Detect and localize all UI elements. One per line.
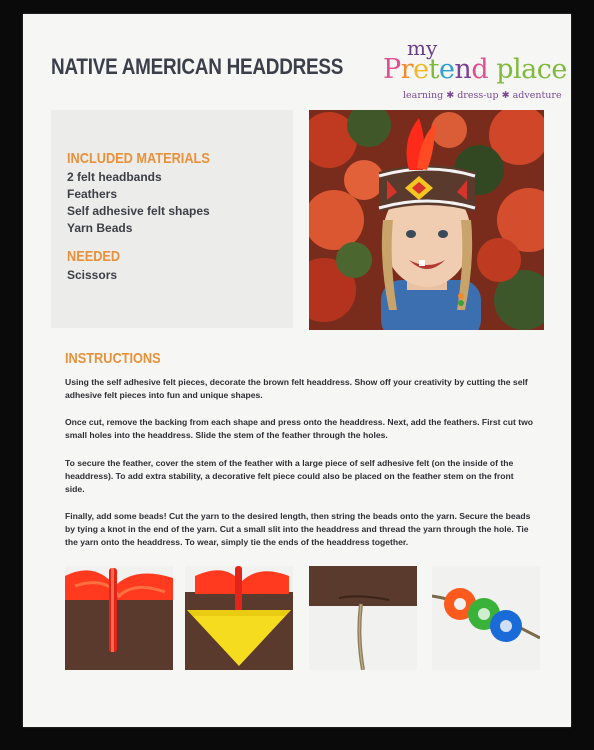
- instruction-paragraph-3: To secure the feather, cover the stem of the feather with a large piece of self adhesive felt (on the inside of the headdress). To add extra stability, a decorative felt piece could also be placed on the feather stem on the front side.: [65, 458, 514, 494]
- logo-letter: e: [438, 54, 455, 85]
- step-photo-feather: [65, 566, 173, 670]
- step-photo-yarn-slit: [309, 566, 417, 670]
- materials-box: [51, 110, 293, 328]
- logo-my: my: [407, 36, 438, 60]
- logo-letter: n: [454, 54, 472, 85]
- brand-logo: [383, 36, 567, 106]
- logo-letter: [488, 54, 496, 85]
- page-title: NATIVE AMERICAN HEADDRESS: [51, 54, 344, 79]
- materials-list: [67, 169, 210, 237]
- logo-tagline: learning ✱ dress-up ✱ adventure: [403, 90, 562, 101]
- material-item: 2 felt headbands: [67, 170, 162, 184]
- instructions-heading: INSTRUCTIONS: [65, 350, 161, 367]
- instruction-paragraph-4: Finally, add some beads! Cut the yarn to the desired length, then string the beads onto the yarn. Secure the beads by tying a knot in the end of the yarn. Cut a small slit into the headdress and thread the yarn through the hole. Tie the yarn onto the headdress. To wear, simply tie the ends of the headdress together.: [65, 511, 531, 547]
- instruction-paragraph-1: Using the self adhesive felt pieces, decorate the brown felt headdress. Show off your creativity by cutting the self adhesive felt pieces into fun and unique shapes.: [65, 377, 528, 400]
- logo-letter: e: [413, 54, 429, 85]
- material-item: Self adhesive felt shapes: [67, 204, 210, 218]
- logo-wordmark: [383, 54, 567, 85]
- logo-letter: P: [383, 54, 401, 85]
- included-materials-heading: INCLUDED MATERIALS: [67, 150, 210, 167]
- instruction-paragraph-2: Once cut, remove the backing from each shape and press onto the headdress. Next, add the feathers. First cut two small holes into the headdress. Slide the stem of the feather through the holes.: [65, 417, 533, 440]
- instruction-sheet: [23, 14, 571, 727]
- step-photo-beads: [432, 566, 540, 670]
- step-photo-triangle: [185, 566, 293, 670]
- logo-letter: place: [496, 54, 567, 85]
- logo-letter: d: [471, 54, 489, 85]
- logo-letter: t: [428, 54, 439, 85]
- hero-photo: [309, 110, 544, 330]
- logo-letter: r: [400, 54, 414, 85]
- material-item: Feathers: [67, 187, 118, 201]
- needed-item: Scissors: [67, 268, 118, 282]
- needed-heading: NEEDED: [67, 248, 121, 265]
- needed-list: [67, 267, 117, 284]
- material-item: Yarn Beads: [67, 221, 133, 235]
